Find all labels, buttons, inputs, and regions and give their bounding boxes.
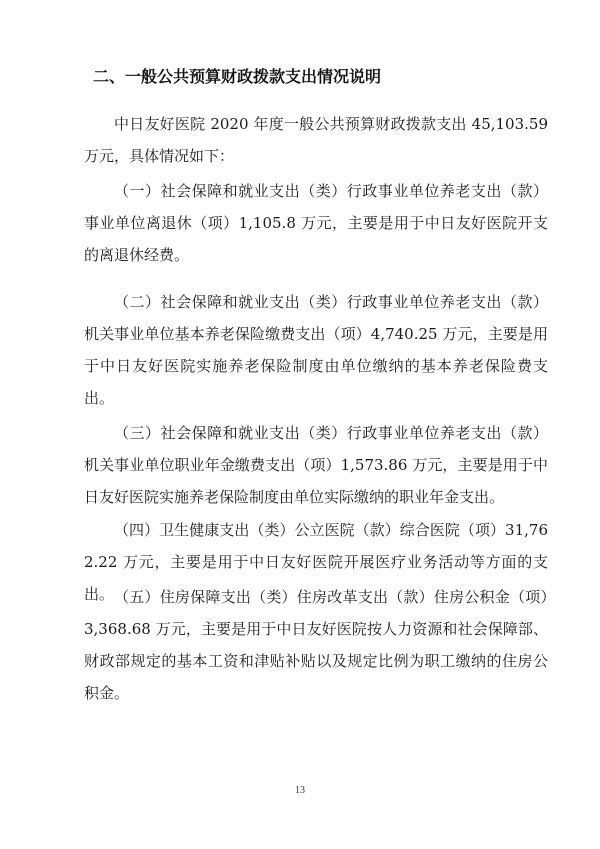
intro-paragraph: 中日友好医院 2020 年度一般公共预算财政拨款支出 45,103.59 万元，具体情况如下： — [84, 115, 548, 165]
item-5-paragraph: （五）住房保障支出（类）住房改革支出（款）住房公积金（项）3,368.68 万元，主要是用于中日友好医院按人力资源和社会保障部、财政部规定的基本工资和津贴补贴以及规定比例为职工缴纳的住房公积金。 — [84, 588, 548, 702]
item-3-paragraph: （三）社会保障和就业支出（类）行政事业单位养老支出（款）机关事业单位职业年金缴费支出（项）1,573.86 万元，主要是用于中日友好医院实施养老保险制度由单位实际缴纳的职业年金支出。 — [84, 424, 548, 506]
item-4-paragraph: （四）卫生健康支出（类）公立医院（款）综合医院（项）31,762.22 万元，主要是用于中日友好医院开展医疗业务活动等方面的支出。 — [84, 521, 548, 603]
section-heading: 二、一般公共预算财政拨款支出情况说明 — [93, 67, 382, 86]
item-2-paragraph: （二）社会保障和就业支出（类）行政事业单位养老支出（款）机关事业单位基本养老保险缴费支出（项）4,740.25 万元，主要是用于中日友好医院实施养老保险制度由单位缴纳的基本养老保险费支出。 — [84, 293, 548, 407]
item-1-paragraph: （一）社会保障和就业支出（类）行政事业单位养老支出（款）事业单位离退休（项）1,105.8 万元，主要是用于中日友好医院开支的离退休经费。 — [84, 182, 548, 264]
page-number: 13 — [295, 785, 305, 796]
